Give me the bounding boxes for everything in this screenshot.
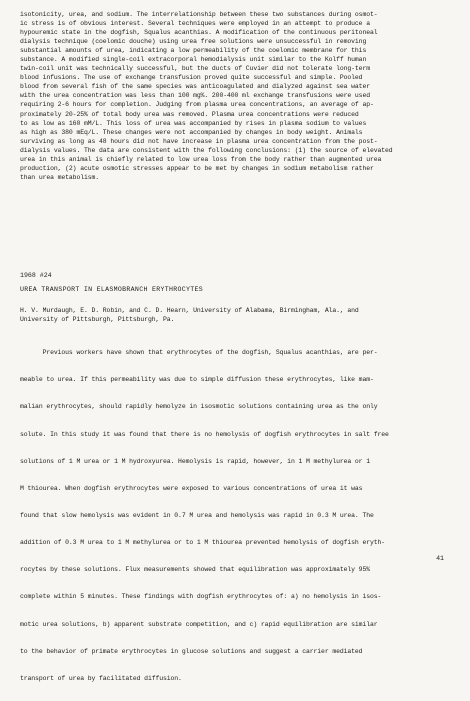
text-line: malian erythrocytes, should rapidly hemolyze in isosmotic solutions containing urea as the only (20, 403, 378, 411)
text-line: requiring 2-6 hours for completion. Judging from plasma urea concentrations, an average of ap- (20, 101, 374, 109)
page-number: 41 (436, 555, 444, 562)
text-line: rocytes by these solutions. Flux measurements showed that equilibration was approximately 95% (20, 566, 370, 574)
text-line: proximately 20-25% of total body urea was removed. Plasma urea concentrations were reduced (20, 110, 359, 118)
text-line: hypouremic state in the dogfish, Squalus acanthias. A modification of the continuous peritoneal (20, 29, 378, 37)
text-line: to as low as 160 mM/L. This loss of urea was accompanied by rises in plasma sodium to values (20, 119, 367, 127)
text-line: than urea metabolism. (20, 173, 100, 181)
text-line: solute. In this study it was found that there is no hemolysis of dogfish erythrocytes in salt free (20, 430, 389, 438)
author-line: University of Pittsburgh, Pittsburgh, Pa. (20, 316, 175, 324)
text-line: dialysis technique (coelomic douche) using urea free solutions were unsuccessful in removing (20, 38, 367, 46)
text-line: twin-coil unit was technically successful, but the ducts of Cuvier did not tolerate long-term (20, 65, 370, 73)
text-line: M thiourea. When dogfish erythrocytes were exposed to various concentrations of urea it was (20, 484, 363, 492)
text-line: meable to urea. If this permeability was due to simple diffusion these erythrocytes, like mam- (20, 376, 374, 384)
abstract-id: 1968 #24 (20, 272, 52, 279)
abstract-title: UREA TRANSPORT IN ELASMOBRANCH ERYTHROCYTES (20, 286, 204, 293)
text-line: production, (2) acute osmotic stresses appear to be met by changes in sodium metabolism rather (20, 164, 374, 172)
text-line: as high as 380 mEq/L. These changes were not accompanied by changes in body weight. Animals (20, 128, 363, 136)
text-line: isotonicity, urea, and sodium. The interrelationship between these two substances during osmot- (20, 11, 378, 18)
text-line: blood from several fish of the same species was anticoagulated and dialyzed against sea water (20, 83, 370, 91)
preceding-abstract-text (20, 10, 393, 182)
text-line: substance. A modified single-coil extracorporal hemodialysis unit similar to the Kolff human (20, 56, 367, 64)
text-line: urea in this animal is chiefly related to low urea loss from the body rather than augmented urea (20, 155, 382, 163)
author-line: H. V. Murdaugh, E. D. Robin, and C. D. Hearn, University of Alabama, Birmingham, Ala., and (20, 307, 359, 314)
text-line: transport of urea by facilitated diffusion. (20, 674, 182, 682)
text-line: Previous workers have shown that erythrocytes of the dogfish, Squalus acanthias, are per- (20, 349, 378, 357)
text-line: found that slow hemolysis was evident in 0.7 M urea and hemolysis was rapid in 0.3 M urea. The (20, 511, 374, 519)
text-line: addition of 0.3 M urea to 1 M methylurea or to 1 M thiourea prevented hemolysis of dogfish eryth- (20, 539, 386, 547)
text-line: substantial amounts of urea, indicating a low permeability of the coelomic membrane for this (20, 47, 367, 55)
text-line: to the behavior of primate erythrocytes in glucose solutions and suggest a carrier mediated (20, 647, 363, 655)
text-line: ic stress is of obvious interest. Several techniques were employed in an attempt to produce a (20, 20, 370, 28)
text-line: with the urea concentration was less than 100 mg%. 200-400 ml exchange transfusions were used (20, 92, 370, 100)
text-line: surviving as long as 48 hours did not have increase in plasma urea concentration from the post- (20, 137, 378, 145)
text-line: solutions of 1 M urea or 1 M hydroxyurea. Hemolysis is rapid, however, in 1 M methylurea or 1 (20, 457, 370, 465)
text-line: motic urea solutions, b) apparent substrate competition, and c) rapid equilibration are similar (20, 620, 378, 628)
abstract-body (20, 330, 389, 701)
authors (20, 306, 359, 324)
text-line: blood infusions. The use of exchange transfusion proved quite successful and simple. Pooled (20, 74, 363, 82)
text-line: dialysis values. The data are consistent with the following conclusions: (1) the source of elevated (20, 146, 393, 154)
text-line: complete within 5 minutes. These findings with dogfish erythrocytes of: a) no hemolysis in isos- (20, 593, 382, 601)
